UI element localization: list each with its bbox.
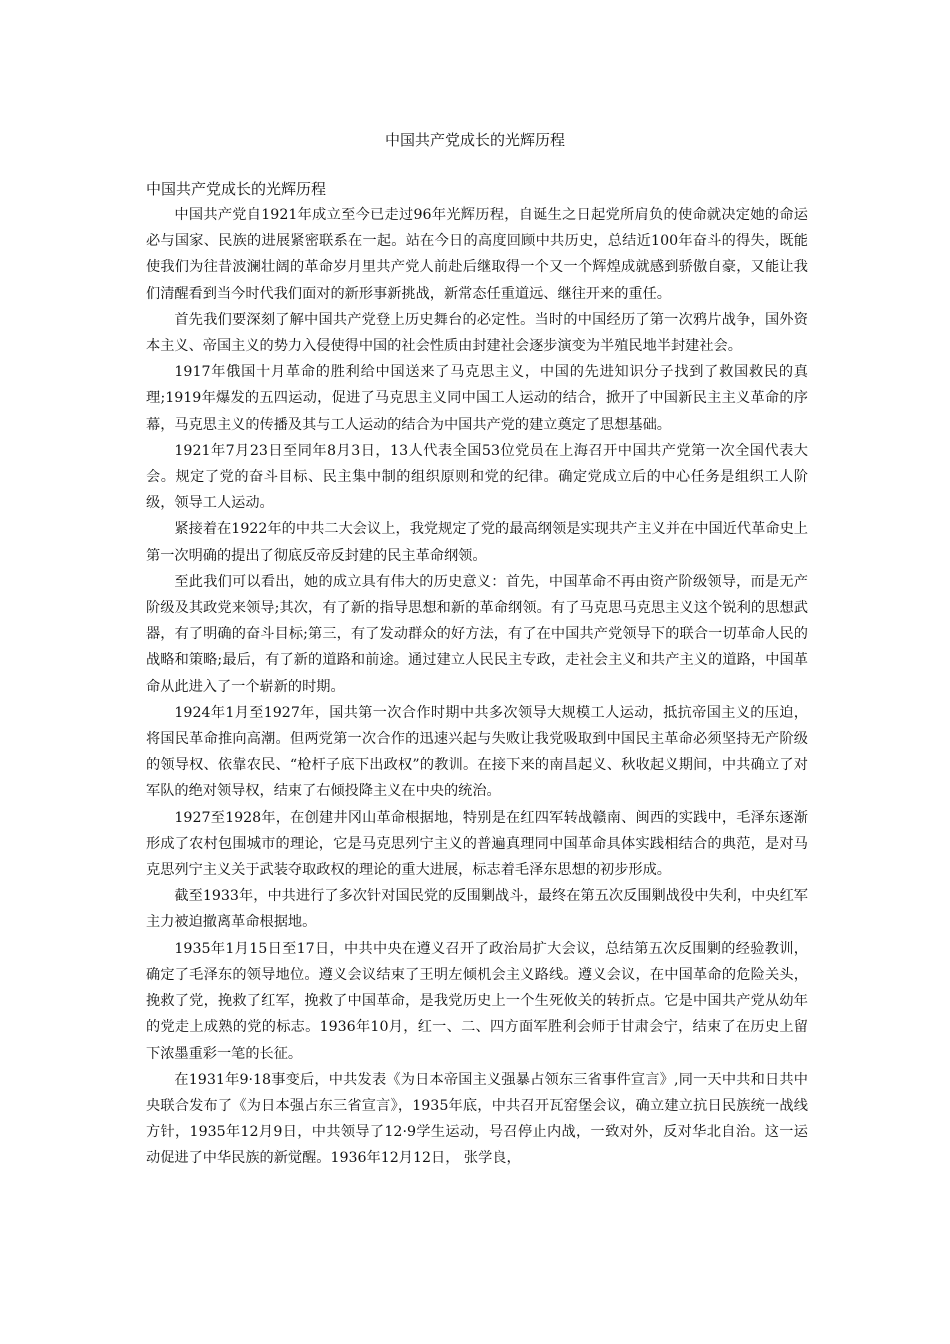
document-title: 中国共产党成长的光辉历程 — [384, 131, 565, 149]
document-subtitle: 中国共产党成长的光辉历程 — [146, 180, 327, 198]
paragraph-3: 1917年俄国十月革命的胜利给中国送来了马克思主义，中国的先进知识分子找到了救国救民的真理;1919年爆发的五四运动，促进了马克思主义同中国工人运动的结合，掀开了中国新民主主义革命的序幕，马克思主义的传播及其与工人运动的结合为中国共产党的建立奠定了思想基础。 — [146, 364, 808, 433]
paragraph-8: 1927至1928年，在创建井冈山革命根据地，特别是在红四军转战赣南、闽西的实践中，毛泽东逐渐形成了农村包围城市的理论，它是马克思列宁主义的普遍真理同中国革命具体实践相结合的典范，是对马克思列宁主义关于武装夺取政权的理论的重大进展，标志着毛泽东思想的初步形成。 — [146, 809, 808, 879]
paragraph-4: 1921年7月23日至同年8月3日，13人代表全国53位党员在上海召开中国共产党第一次全国代表大会。规定了党的奋斗目标、民主集中制的组织原则和党的纪律。确定党成立后的中心任务是组织工人阶级，领导工人运动。 — [146, 442, 808, 512]
paragraph-1: 中国共产党自1921年成立至今已走过96年光辉历程，自诞生之日起党所肩负的使命就决定她的命运必与国家、民族的进展紧密联系在一起。站在今日的高度回顾中共历史，总结近100年奋斗的得失，既能使我们为往昔波澜壮阔的革命岁月里共产党人前赴后继取得一个又一个辉煌成就感到骄傲自豪，又能让我们清醒看到当今时代我们面对的新形事新挑战，新常态任重道远、继往开来的重任。 — [146, 207, 808, 302]
paragraph-7: 1924年1月至1927年，国共第一次合作时期中共多次领导大规模工人运动，抵抗帝国主义的压迫，将国民革命推向高潮。但两党第一次合作的迅速兴起与失败让我党吸取到中国民主革命必须坚持无产阶级的领导权、依靠农民、“枪杆子底下出政权”的教训。在接下来的南昌起义、秋收起义期间，中共确立了对军队的绝对领导权，结束了右倾投降主义在中央的统治。 — [146, 704, 808, 800]
paragraph-2: 首先我们要深刻了解中国共产党登上历史舞台的必定性。当时的中国经历了第一次鸦片战争，国外资本主义、帝国主义的势力入侵使得中国的社会性质由封建社会逐步演变为半殖民地半封建社会。 — [146, 311, 808, 355]
paragraph-6: 至此我们可以看出，她的成立具有伟大的历史意义：首先，中国革命不再由资产阶级领导，而是无产阶级及其政党来领导;其次，有了新的指导思想和新的革命纲领。有了马克思马克思主义这个锐利的思想武器，有了明确的奋斗目标;第三，有了发动群众的好方法，有了在中国共产党领导下的联合一切革命人民的战略和策略;最后，有了新的道路和前途。通过建立人民民主专政，走社会主义和共产主义的道路，中国革命从此进入了一个崭新的时期。 — [146, 573, 808, 695]
paragraph-9: 截至1933年，中共进行了多次针对国民党的反围剿战斗，最终在第五次反围剿战役中失利，中央红军主力被迫撤离革命根据地。 — [146, 888, 808, 931]
document-body — [146, 176, 808, 1172]
paragraph-10: 1935年1月15日至17日，中共中央在遵义召开了政治局扩大会议，总结第五次反围剿的经验教训，确定了毛泽东的领导地位。遵义会议结束了王明左倾机会主义路线。遵义会议，在中国革命的危险关头，挽救了党，挽救了红军，挽救了中国革命，是我党历史上一个生死攸关的转折点。它是中国共产党从幼年的党走上成熟的党的标志。1936年10月，红一、二、四方面军胜利会师于甘肃会宁，结束了在历史上留下浓墨重彩一笔的长征。 — [146, 940, 808, 1062]
paragraph-11: 在1931年9·18事变后，中共发表《为日本帝国主义强暴占领东三省事件宣言》,同一天中共和日共中央联合发布了《为日本强占东三省宣言》，1935年底，中共召开瓦窑堡会议，确立建立抗日民族统一战线方针，1935年12月9日，中共领导了12·9学生运动，号召停止内战，一致对外，反对华北自治。这一运动促进了中华民族的新觉醒。1936年12月12日， 张学良， — [146, 1071, 808, 1167]
paragraph-5: 紧接着在1922年的中共二大会议上，我党规定了党的最高纲领是实现共产主义并在中国近代革命史上第一次明确的提出了彻底反帝反封建的民主革命纲领。 — [146, 521, 808, 564]
